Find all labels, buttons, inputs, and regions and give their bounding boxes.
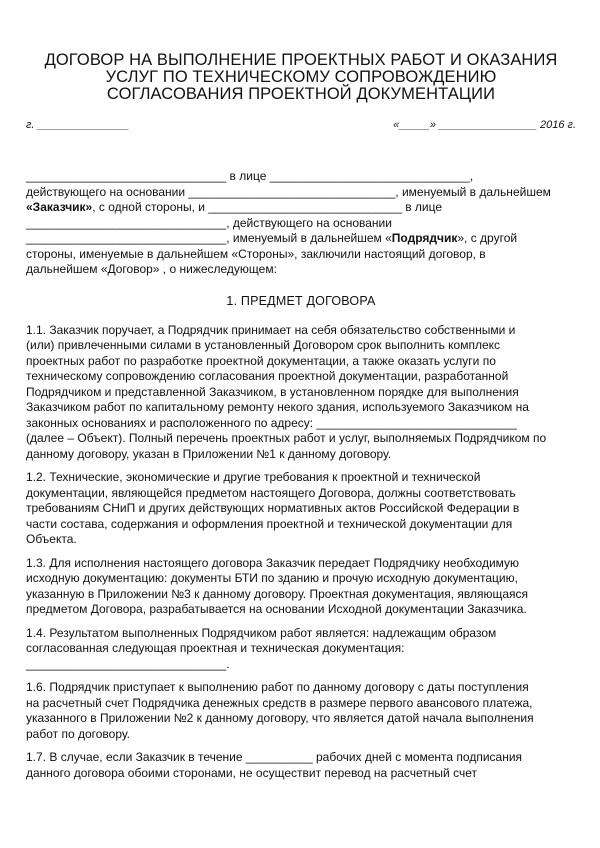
city-field: г. _______________ [26,119,130,131]
clause-line: (или) привлеченными силами в установленный Договором срок выполнить комплекс [26,338,501,352]
clause-line: 1.2. Технические, экономические и другие требования к проектной и технической [26,470,481,484]
title-line: УСЛУГ ПО ТЕХНИЧЕСКОМУ СОПРОВОЖДЕНИЮ [105,68,497,86]
preamble-line: дальнейшем «Договор» , о нижеследующем: [26,262,277,276]
clause-line: 1.1. Заказчик поручает, а Подрядчик принимает на себя обязательство собственными и [26,322,516,337]
clause-line: техническому сопровождению согласования проектной документации, разработанной [26,369,509,383]
preamble-line: ______________________________, именуемый в дальнейшем «Подрядчик», с другой [26,231,518,245]
clause-paragraph [26,556,576,618]
clause-paragraph [26,626,576,673]
clause-line: 1.6. Подрядчик приступает к выполнению работ по данному договору с даты поступления [26,680,529,694]
clause-line: требованиям СНиП и других действующих нормативных актов Российской Федерации в [26,501,520,515]
clause-paragraph [26,750,576,781]
clause-line: проектных работ по разработке проектной документации, а также оказать услуги по [26,353,496,368]
date-field: «_____» ________________ 2016 г. [393,119,576,131]
clause-line: на расчетный счет Подрядчика денежных средств в размере первого авансового платежа, [26,695,533,710]
clause-line: 1.4. Результатом выполненных Подрядчиком работ является: надлежащим образом [26,625,497,640]
clause-line: указанного в Приложении №2 к данному договору, что является датой начала выполнения [26,711,534,725]
clause-line: исходную документацию: документы БТИ по зданию и прочую исходную документацию, [26,571,518,585]
clause-line: (далее – Объект). Полный перечень проектных работ и услуг, выполняемых Подрядчиком по [26,431,547,445]
clause-paragraph [26,470,576,548]
contractor-term: Подрядчик [391,231,458,245]
clause-line: законных основаниях и расположенного по адресу: ______________________________ [26,415,517,430]
clause-line: работ по договору. [26,726,131,741]
preamble-line: стороны, именуемые в дальнейшем «Стороны», заключили настоящий договор, в [26,246,486,261]
clause-line: документации, являющейся предметом настоящего Договора, должны соответствовать [26,485,516,500]
clause-line: согласованная следующая проектная и техническая документация: [26,641,405,655]
customer-term: «Заказчик» [26,200,93,214]
clause-line: Подрядчиком и представленной Заказчиком, в установленном порядке для выполнения [26,384,519,399]
preamble-line: ______________________________ в лице ______________________________, [26,169,474,183]
title-line: ДОГОВОР НА ВЫПОЛНЕНИЕ ПРОЕКТНЫХ РАБОТ И ОКАЗАНИЯ [44,51,558,69]
document-title [26,0,576,103]
preamble-line: действующего на основании _______________________________, именуемый в дальнейшем [26,184,551,199]
clause-line: ______________________________. [26,656,230,671]
clause-line: предметом Договора, разрабатывается на основании Исходной документации Заказчика. [26,602,527,616]
place-date-row [26,119,576,135]
preamble-line: ______________________________, действующего на основании [26,215,392,230]
clause-line: указанную в Приложении №3 к данному договору. Проектная документация, являющаяся [26,586,528,601]
preamble-line: «Заказчик», с одной стороны, и _____________________________ в лице [26,200,443,214]
title-line: СОГЛАСОВАНИЯ ПРОЕКТНОЙ ДОКУМЕНТАЦИИ [106,85,496,103]
preamble [26,169,576,278]
clause-line: Заказчиком работ по капитальному ремонту некого здания, используемого Заказчиком на [26,400,529,414]
clause-paragraph [26,680,576,742]
section-heading: 1. ПРЕДМЕТ ДОГОВОРА [226,293,376,308]
clause-line: Объекта. [26,532,77,546]
clauses-list [26,323,576,782]
clause-line: 1.7. В случае, если Заказчик в течение __________ рабочих дней с момента подписания [26,750,523,764]
clause-line: 1.3. Для исполнения настоящего договора Заказчик передает Подрядчику необходимую [26,555,520,570]
clause-paragraph [26,323,576,463]
clause-line: данного договора обоими сторонами, не осуществит перевод на расчетный счет [26,765,477,780]
clause-line: части состава, содержания и оформления проектной и технической документации для [26,516,513,531]
clause-line: данному договору, указан в Приложении №1 к данному договору. [26,446,392,461]
